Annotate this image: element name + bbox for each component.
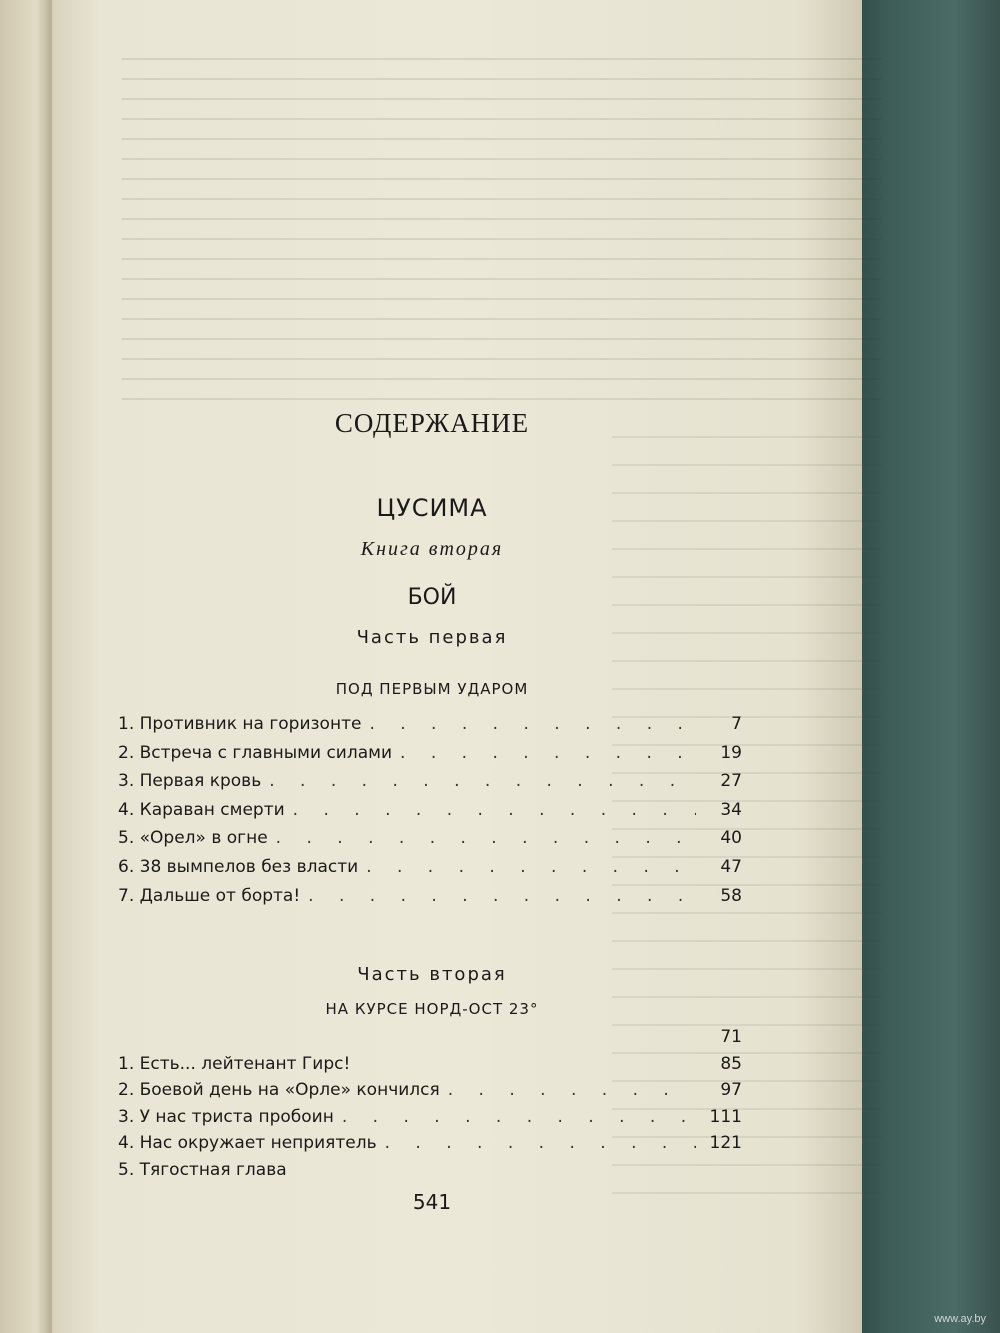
toc-entry[interactable] bbox=[118, 800, 742, 829]
toc-entry-title: 2. Боевой день на «Орле» кончился bbox=[118, 1080, 440, 1100]
toc-entry-page: 121 bbox=[709, 1133, 742, 1153]
toc-entry-page: 34 bbox=[720, 799, 742, 820]
toc-entry[interactable] bbox=[118, 1107, 742, 1134]
toc-entry[interactable] bbox=[118, 1160, 742, 1187]
book-subtitle: Книга вторая bbox=[360, 538, 504, 560]
leader-dots bbox=[293, 800, 696, 820]
leader-dots bbox=[308, 886, 696, 906]
toc-entry[interactable] bbox=[118, 771, 742, 800]
toc-entry-page: 40 bbox=[720, 828, 742, 849]
toc-entry-page: 71 bbox=[720, 1027, 742, 1047]
toc-entry-title: 1. Противник на горизонте bbox=[118, 714, 362, 734]
leader-dots bbox=[369, 714, 696, 734]
toc-entry-page: 7 bbox=[731, 714, 742, 734]
toc-entry-title: 4. Караван смерти bbox=[118, 799, 285, 820]
toc-entry[interactable] bbox=[118, 1054, 742, 1081]
toc-entry-title: 3. У нас триста пробоин bbox=[118, 1106, 334, 1127]
toc-entry[interactable] bbox=[118, 714, 742, 743]
leader-dots bbox=[366, 857, 696, 877]
toc-entry[interactable] bbox=[118, 743, 742, 772]
toc-entry[interactable] bbox=[118, 1027, 742, 1054]
toc-entry-page: 85 bbox=[720, 1053, 742, 1074]
contents-heading: СОДЕРЖАНИЕ bbox=[334, 408, 530, 438]
toc-entry-title: 5. «Орел» в огне bbox=[118, 828, 268, 849]
part-one-title: Часть первая bbox=[356, 627, 508, 648]
battle-title: БОЙ bbox=[407, 585, 457, 610]
part-one-section: ПОД ПЕРВЫМ УДАРОМ bbox=[335, 680, 529, 698]
toc-entry-title: 2. Встреча с главными силами bbox=[118, 742, 393, 763]
toc-entry-page: 111 bbox=[709, 1106, 742, 1127]
toc-entry-page: 97 bbox=[720, 1080, 742, 1100]
part-two-section: НА КУРСЕ НОРД-ОСТ 23° bbox=[325, 1000, 539, 1018]
toc-entry[interactable] bbox=[118, 857, 742, 886]
toc-entry-title: 5. Тягостная глава bbox=[118, 1159, 287, 1180]
toc-entry[interactable] bbox=[118, 886, 742, 915]
toc-entry-page: 47 bbox=[720, 856, 742, 877]
toc-entry-page: 27 bbox=[720, 771, 742, 792]
book-title: ЦУСИМА bbox=[376, 494, 488, 522]
leader-dots bbox=[269, 771, 696, 791]
leader-dots bbox=[400, 743, 696, 763]
toc-entry-title: 4. Нас окружает неприятель bbox=[118, 1133, 377, 1153]
toc-entry-title: 1. Есть... лейтенант Гирс! bbox=[118, 1053, 351, 1074]
toc-entry-title: 7. Дальше от борта! bbox=[118, 885, 301, 906]
toc-entry[interactable] bbox=[118, 1080, 742, 1107]
page-number: 541 bbox=[412, 1190, 452, 1214]
toc-entry-page: 58 bbox=[720, 885, 742, 906]
leader-dots bbox=[342, 1107, 696, 1127]
part-two-title: Часть вторая bbox=[357, 964, 507, 985]
leader-dots bbox=[448, 1080, 696, 1100]
toc-entry[interactable] bbox=[118, 828, 742, 857]
watermark: www.ay.by bbox=[934, 1313, 986, 1325]
toc-part-one bbox=[118, 714, 742, 914]
toc-entry-title: 3. Первая кровь bbox=[118, 771, 262, 792]
toc-part-two bbox=[118, 1027, 742, 1186]
leader-dots bbox=[276, 828, 696, 848]
leader-dots bbox=[385, 1133, 696, 1153]
toc-entry-page: 19 bbox=[720, 742, 742, 763]
toc-entry[interactable] bbox=[118, 1133, 742, 1160]
toc-entry-title: 6. 38 вымпелов без власти bbox=[118, 856, 359, 877]
